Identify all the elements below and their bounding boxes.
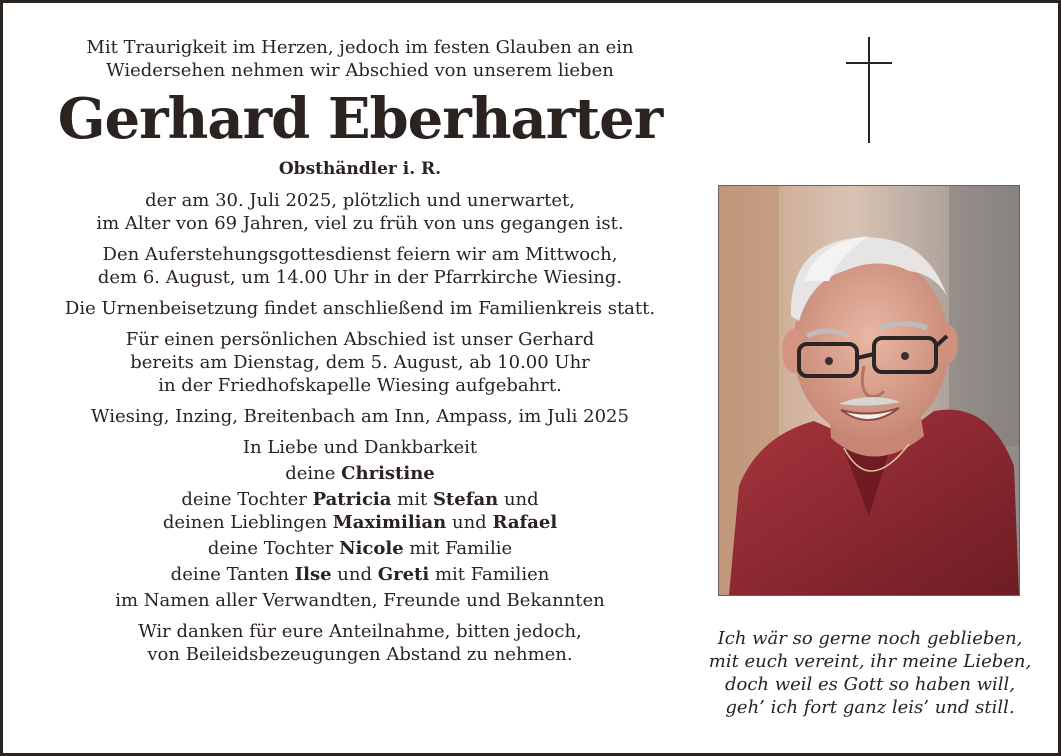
family-signatures bbox=[40, 436, 680, 612]
portrait-image bbox=[719, 186, 1019, 595]
death-info: der am 30. Juli 2025, plötzlich und unerwartet, im Alter von 69 Jahren, viel zu früh von uns gegangen ist. bbox=[96, 190, 624, 234]
service-info: Den Auferstehungsgottesdienst feiern wir am Mittwoch, dem 6. August, um 14.00 Uhr in der Pfarrkirche Wiesing. bbox=[97, 244, 623, 288]
obituary-text bbox=[40, 36, 680, 666]
urn-info: Die Urnenbeisetzung findet anschließend im Familienkreis statt. bbox=[64, 298, 656, 319]
deceased-title: Obsthändler i. R. bbox=[278, 159, 442, 179]
greeting: In Liebe und Dankbarkeit bbox=[242, 437, 478, 458]
daughter2-line: deine Tochter Nicole mit Familie bbox=[207, 538, 513, 559]
aunts-line: deine Tanten Ilse und Greti mit Familien bbox=[170, 564, 550, 585]
relatives-line: im Namen aller Verwandten, Freunde und Bekannten bbox=[115, 590, 605, 611]
poem: Ich wär so gerne noch geblieben, mit euch vereint, ihr meine Lieben, doch weil es Gott so haben will, geh’ ich fort ganz leis’ und still. bbox=[708, 628, 1032, 718]
wife-line: deine Christine bbox=[285, 463, 435, 484]
thanks-text: Wir danken für eure Anteilnahme, bitten jedoch, von Beileidsbezeugungen Abstand zu nehmen. bbox=[138, 621, 582, 665]
deceased-name: Gerhard Eberharter bbox=[57, 86, 663, 152]
grandchildren-line: deinen Lieblingen Maximilian und Rafael bbox=[162, 512, 558, 533]
portrait-photo bbox=[718, 185, 1020, 596]
viewing-info: Für einen persönlichen Abschied ist unser Gerhard bereits am Dienstag, dem 5. August, ab 10.00 Uhr in der Friedhofskapelle Wiesing aufgebahrt. bbox=[125, 329, 595, 396]
intro-text: Mit Traurigkeit im Herzen, jedoch im festen Glauben an ein Wiedersehen nehmen wir Abschied von unserem lieben bbox=[86, 37, 634, 81]
cross-icon bbox=[846, 37, 892, 143]
daughter1-line: deine Tochter Patricia mit Stefan und bbox=[181, 489, 539, 510]
place-date: Wiesing, Inzing, Breitenbach am Inn, Ampass, im Juli 2025 bbox=[91, 406, 629, 427]
